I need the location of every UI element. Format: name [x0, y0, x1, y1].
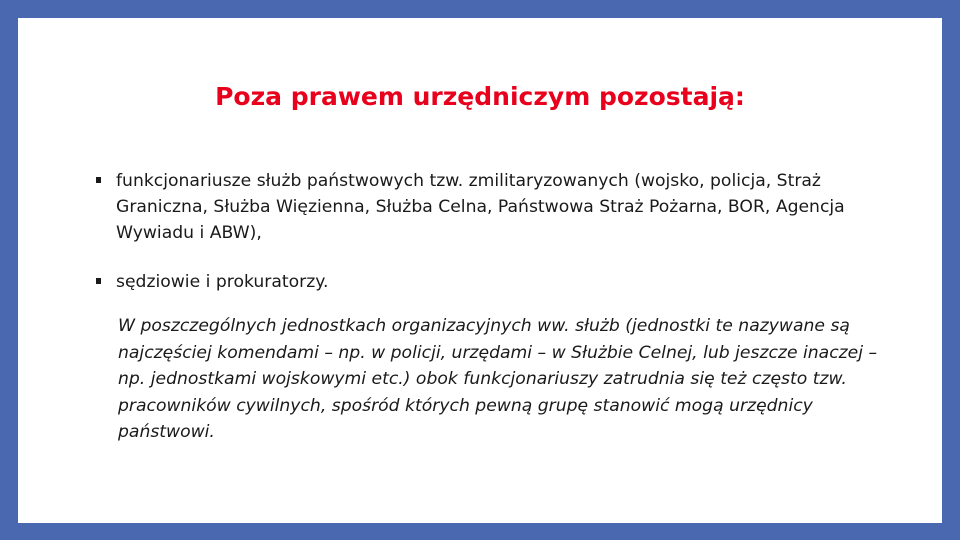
bullet-item — [96, 168, 876, 246]
italic-note: W poszczególnych jednostkach organizacyjnych ww. służb (jednostki te nazywane są najczęściej komendami – np. w policji, urzędami – w Służbie Celnej, lub jeszcze inaczej – np. jednostkami wojskowymi etc.) obok funkcjonariuszy zatrudnia się też często tzw. pracowników cywilnych, spośród których pewną grupę stanowić mogą urzędnicy państwowi. — [118, 316, 878, 442]
bullet-text: sędziowie i prokuratorzy. — [116, 272, 329, 292]
bullet-list — [96, 168, 876, 318]
slide-title: Poza prawem urzędniczym pozostają: — [215, 82, 745, 111]
bullet-square-icon — [96, 278, 101, 284]
bullet-text: funkcjonariusze służb państwowych tzw. zmilitaryzowanych (wojsko, policja, Straż Graniczna, Służba Więzienna, Służba Celna, Państwowa Straż Pożarna, BOR, Agencja Wywiadu i ABW), — [116, 171, 845, 243]
bullet-square-icon — [96, 177, 101, 183]
bullet-item — [96, 269, 876, 295]
